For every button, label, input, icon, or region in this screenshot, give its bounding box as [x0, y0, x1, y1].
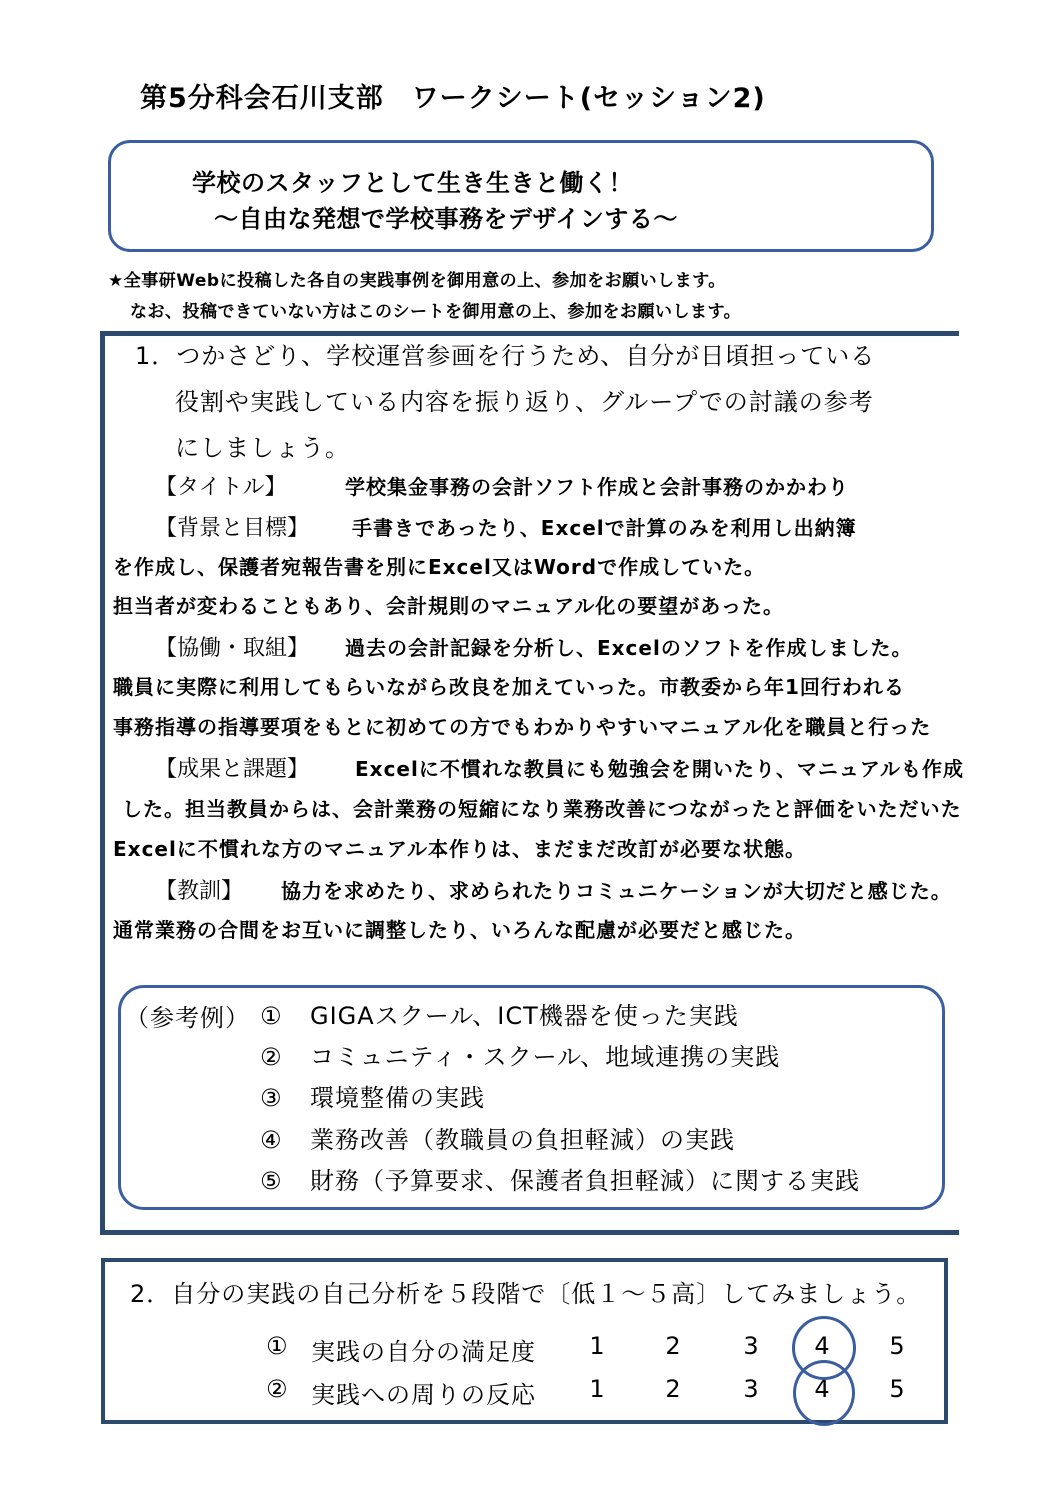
selected-circle-row2 — [793, 1360, 855, 1426]
collab-label: 【協働・取組】 — [155, 636, 310, 661]
heading-line-1: 学校のスタッフとして生き生きと働く！ — [192, 169, 633, 197]
section1-lesson-line — [155, 874, 952, 905]
result-text: Excelに不慣れな教員にも勉強会を開いたり、マニュアルも作成 — [355, 757, 965, 781]
reference-item-text: 財務（予算要求、保護者負担軽減）に関する実践 — [310, 1167, 860, 1195]
rating-row-label: 実践への周りの反応 — [311, 1381, 536, 1409]
reference-label: （参考例） — [125, 1004, 250, 1032]
section1-instruction-2: 役割や実践している内容を振り返り、グループでの討議の参考 — [175, 388, 874, 416]
reference-item-text: 環境整備の実践 — [310, 1084, 485, 1112]
reference-examples-box — [118, 985, 945, 1210]
rating-value: 5 — [889, 1332, 905, 1360]
reference-item-number: ① — [260, 1002, 283, 1030]
section2-heading: 2．自分の実践の自己分析を５段階で〔低１～５高〕してみましょう。 — [130, 1280, 922, 1308]
rating-row-label: 実践の自分の満足度 — [311, 1338, 536, 1366]
result-label: 【成果と課題】 — [155, 757, 310, 782]
notice-line-2: なお、投稿できていない方はこのシートを御用意の上、参加をお願いします。 — [130, 302, 742, 322]
rating-value: 2 — [665, 1332, 681, 1360]
reference-item — [260, 1161, 860, 1196]
reference-item-number: ③ — [260, 1084, 283, 1112]
result-cont-1: した。担当教員からは、会計業務の短縮になり業務改善につながったと評価をいただいた — [122, 797, 962, 821]
reference-item-number: ② — [260, 1043, 283, 1071]
rating-value-selected: 4 — [814, 1375, 830, 1403]
reference-item — [260, 1120, 735, 1155]
title-text: 学校集金事務の会計ソフト作成と会計事務のかかわり — [345, 475, 849, 499]
rating-value: 3 — [743, 1375, 759, 1403]
rating-value-selected: 4 — [814, 1332, 830, 1360]
background-label: 【背景と目標】 — [155, 516, 310, 541]
section1-instruction-1: 1．つかさどり、学校運営参画を行うため、自分が日頃担っている — [135, 342, 876, 370]
background-text: 手書きであったり、Excelで計算のみを利用し出納簿 — [352, 516, 857, 540]
rating-value: 1 — [589, 1332, 605, 1360]
section1-collab-line — [155, 631, 912, 662]
notice-line-1: ★全事研Webに投稿した各自の実践事例を御用意の上、参加をお願いします。 — [108, 271, 726, 291]
heading-line-2: ～自由な発想で学校事務をデザインする～ — [214, 205, 678, 233]
reference-item — [260, 996, 739, 1031]
collab-cont-1: 職員に実際に利用してもらいながら改良を加えていった。市教委から年1回行われる — [113, 675, 905, 699]
rating-row-number: ② — [266, 1375, 288, 1403]
rating-value: 5 — [889, 1375, 905, 1403]
rating-value: 3 — [743, 1332, 759, 1360]
collab-cont-2: 事務指導の指導要項をもとに初めての方でもわかりやすいマニュアル化を職員と行った — [113, 715, 932, 739]
section1-instruction-3: にしましょう。 — [175, 434, 350, 462]
background-cont-1: を作成し、保護者宛報告書を別にExcel又はWordで作成していた。 — [113, 555, 766, 579]
reference-item — [260, 1037, 780, 1072]
background-cont-2: 担当者が変わることもあり、会計規則のマニュアル化の要望があった。 — [113, 594, 784, 618]
section1-result-line — [155, 752, 964, 783]
lesson-label: 【教訓】 — [155, 879, 244, 904]
rating-row-number: ① — [266, 1332, 288, 1360]
section1-title-line — [155, 470, 849, 501]
collab-text: 過去の会計記録を分析し、Excelのソフトを作成しました。 — [345, 636, 913, 660]
reference-item-number: ④ — [260, 1126, 283, 1154]
section2-box — [101, 1258, 948, 1424]
lesson-text: 協力を求めたり、求められたりコミュニケーションが大切だと感じた。 — [281, 879, 952, 903]
rating-value: 2 — [665, 1375, 681, 1403]
result-cont-2: Excelに不慣れな方のマニュアル本作りは、まだまだ改訂が必要な状態。 — [113, 837, 807, 861]
reference-item-text: 業務改善（教職員の負担軽減）の実践 — [310, 1126, 735, 1154]
reference-item — [260, 1078, 485, 1113]
reference-item-number: ⑤ — [260, 1167, 283, 1195]
title-label: 【タイトル】 — [155, 475, 287, 500]
lesson-cont-1: 通常業務の合間をお互いに調整したり、いろんな配慮が必要だと感じた。 — [113, 918, 806, 942]
section1-background-line — [155, 511, 857, 542]
reference-item-text: GIGAスクール、ICT機器を使った実践 — [310, 1002, 739, 1030]
reference-item-text: コミュニティ・スクール、地域連携の実践 — [310, 1043, 781, 1071]
rating-value: 1 — [589, 1375, 605, 1403]
page-title: 第5分科会石川支部 ワークシート(セッション2) — [140, 83, 766, 114]
section1-box — [100, 331, 965, 1235]
heading-box — [108, 140, 934, 252]
